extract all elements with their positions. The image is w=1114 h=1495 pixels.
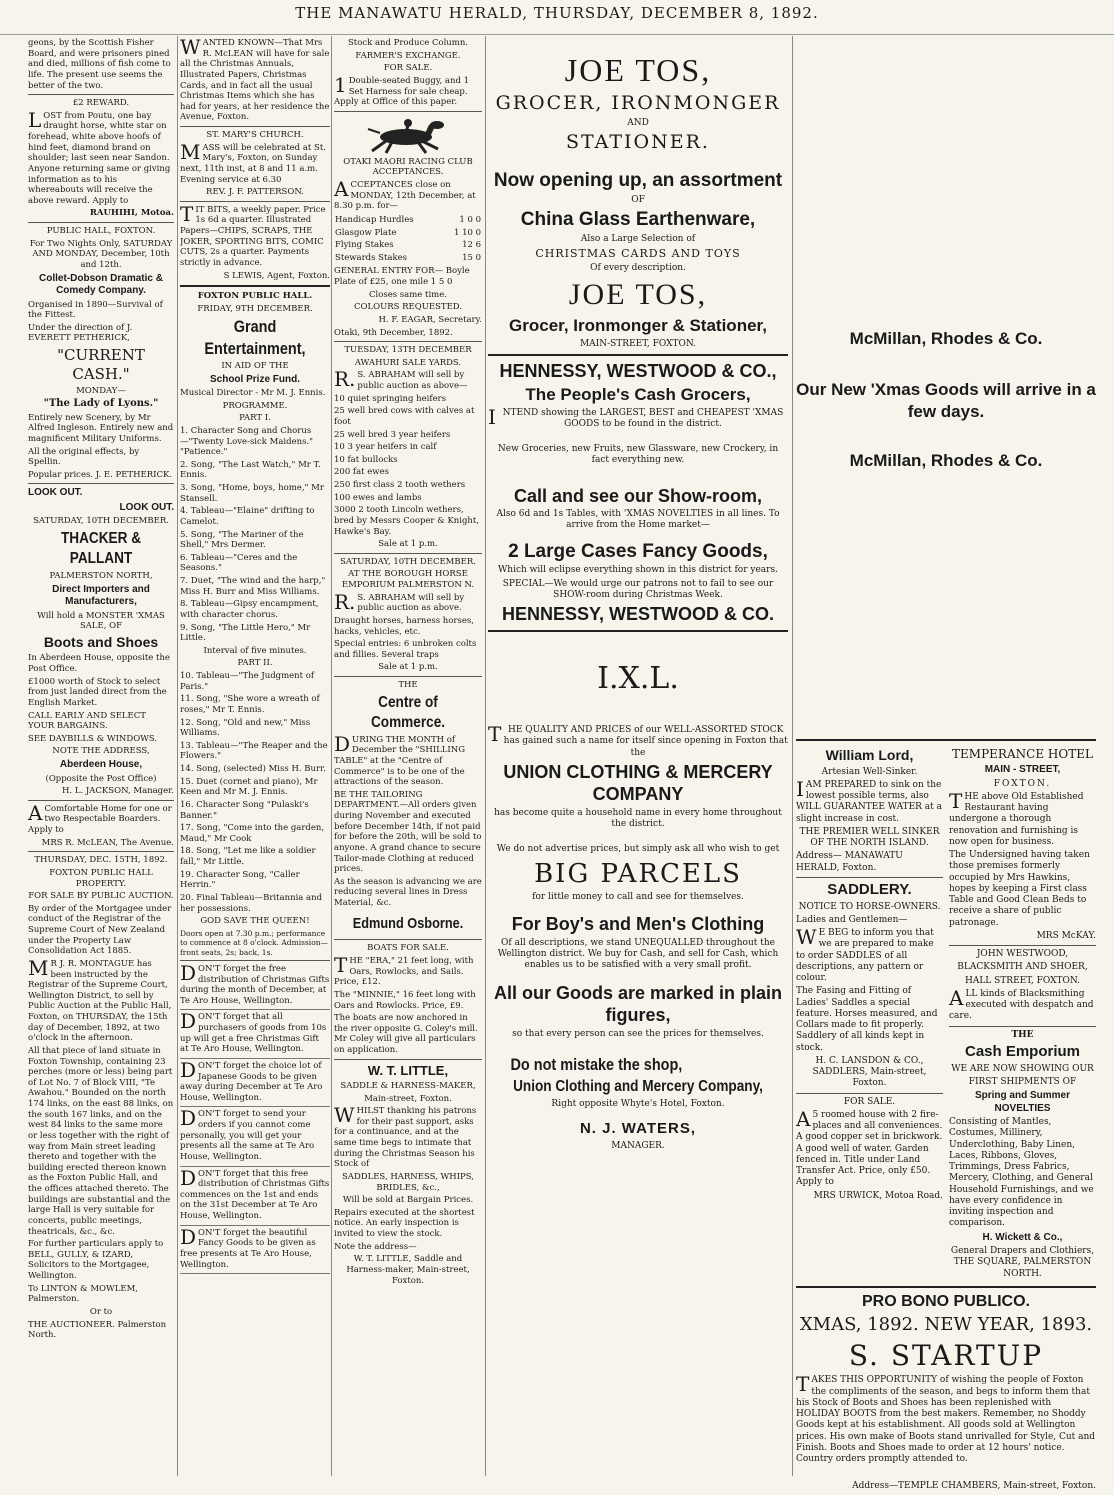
fasing-text: The Fasing and Fitting of Ladies' Saddles a special feature. Horses measured, and Collars made to fit properly. Saddlery of all kinds kept in stock.: [796, 986, 938, 1053]
prepared-text: IAM PREPARED to sink on the lowest possible terms, also WILL GUARANTEE WATER at a slight increase in cost.: [796, 776, 942, 824]
programme-item: 12. Song, "Old and new," Miss Williams.: [180, 717, 311, 739]
masthead: THE MANAWATU HERALD, THURSDAY, DECEMBER 8, 1892.: [0, 0, 1114, 35]
abraham-text-1: R.S. ABRAHAM will sell by public auction as above—: [334, 367, 468, 392]
jackson-sig: H. L. JACKSON, Manager.: [62, 786, 174, 797]
all-kinds-text: ALL kinds of Blacksmithing executed with despatch and care.: [949, 985, 1094, 1022]
particulars-text: For further particulars apply to BELL, GULLY, & IZARD, Solicitors to the Mortgagee, Wellington.: [28, 1239, 164, 1281]
hall-nights: For Two Nights Only, SATURDAY AND MONDAY, December, 10th and 12th.: [29, 238, 173, 270]
premier-text: THE PREMIER WELL SINKER OF THE NORTH ISLAND.: [799, 826, 940, 848]
little-heading: W. T. LITTLE,: [367, 1062, 449, 1078]
column-rule: [331, 36, 332, 1476]
household-text: has become quite a household name in every home throughout the district.: [494, 807, 782, 829]
advertise-text: We do not advertise prices, but simply ask all who wish to get: [496, 844, 780, 855]
race-fee: 15 0: [462, 252, 481, 263]
stock-item: 100 ewes and lambs: [334, 492, 422, 503]
stock-list: [334, 394, 482, 538]
stock-item: 3000 2 tooth Lincoln wethers, bred by Messrs Cooper & Knight, Hawke's Bay.: [334, 505, 480, 537]
column-5: [796, 36, 1096, 1495]
racehorse-icon: [334, 115, 482, 155]
programme-item: 17. Song, "Come into the garden, Maud," Mr Cook: [180, 823, 325, 844]
part-2: PART II.: [237, 658, 273, 669]
ladies-text: Ladies and Gentlemen—: [796, 914, 908, 925]
xmas-sale: Will hold a MONSTER 'XMAS SALE, OF: [37, 610, 165, 632]
grocer-stationer: Grocer, Ironmonger & Stationer,: [509, 316, 767, 336]
see-daybills: SEE DAYBILLS & WINDOWS.: [28, 733, 158, 744]
interval-text: Interval of five minutes.: [203, 645, 307, 656]
patterson-sig: REV. J. F. PATTERSON.: [206, 187, 304, 198]
hall-street: HALL STREET, FOXTON.: [964, 975, 1081, 986]
mclean-sig: MRS R. McLEAN, The Avenue.: [41, 837, 174, 848]
saddlery-heading: SADDLERY.: [827, 880, 912, 898]
hennessy-heading: HENNESSY, WESTWOOD & CO.,: [499, 360, 777, 381]
takes-text: TAKES THIS OPPORTUNITY of wishing the people of Foxton the compliments of the season, and begs to inform them that his Stock of Boots and Shoes has been replenished with HOLIDAY BOOTS from the best makers. Remember, no Shoddy Goods kept at his establishment. All goods sold at Wellington prices. His own make of Boots stand unrivalled for Style, Cut and Finish. Boots and Shoes made to order at 12 hours' notice. Country orders promptly attended to.: [796, 1372, 1096, 1464]
wickett-heading: H. Wickett & Co.,: [982, 1231, 1063, 1243]
programme-item: 2. Song, "The Last Watch," Mr T. Ennis.: [180, 459, 321, 481]
westwood-heading: JOHN WESTWOOD,: [976, 949, 1069, 959]
race-name: Handicap Hurdles: [335, 214, 414, 225]
ixl-heading: I.X.L.: [597, 660, 679, 696]
aberdeen-text: In Aberdeen House, opposite the Post Office.: [28, 653, 170, 674]
mistake-shop: Do not mistake the shop,: [510, 1054, 683, 1074]
race-row: [334, 227, 482, 240]
te-aro-ad: DON'T forget that this free distribution of Christmas Gifts commences on the 1st and ends on the 31st December at Te Aro House, Wellington.: [180, 1169, 330, 1226]
sale-time-2: Sale at 1 p.m.: [378, 662, 438, 673]
stock-column-heading: Stock and Produce Column.: [347, 38, 468, 48]
borough-heading: AT THE BOROUGH HORSE EMPORIUM PALMERSTON N.: [341, 569, 475, 590]
friday-date: FRIDAY, 9TH DECEMBER.: [197, 303, 313, 314]
acceptances-text: ACCEPTANCES close on MONDAY, 12th December, at 8.30 p.m. for—: [334, 177, 476, 212]
auctioneer-text: THE AUCTIONEER. Palmerston North.: [28, 1319, 167, 1341]
column-1: [28, 36, 174, 1343]
race-row: [334, 214, 482, 227]
lewis-sig: S LEWIS, Agent, Foxton.: [223, 270, 330, 281]
farmers-exchange: FARMER'S EXCHANGE.: [355, 50, 461, 61]
boots-and-shoes: Boots and Shoes: [43, 633, 159, 650]
te-aro-ad: DON'T forget the beautiful Fancy Goods to be given as free presents at Te Aro House, Wellington.: [180, 1228, 330, 1275]
reward-signature: RAUHIHI, Motoa.: [89, 208, 174, 219]
order-text: By order of the Mortgagee under conduct of the Registrar of the Supreme Court of New Zealand under the Property Law Consolidation Act 1885.: [28, 903, 172, 957]
programme-item: 4. Tableau—"Elaine" drifting to Camelot.: [180, 506, 315, 527]
land-text: All that piece of land situate in Foxton Township, containing 23 perches (more or less) being part of Lot No. 7 of Block VIII, "Te Awahou." Bounded on the north 174 links, on the east 88 links, on the south 167 links, and on the west 84 links to the same more or less together with the right of way from Main street leading thereto and together with the building erected thereon known as the Foxton Public Hall, and the offices attached thereto. The buildings are substantial and the large Hall is very suitable for concerts, public meetings, theatricals, &c., &c.: [28, 1045, 174, 1237]
large-cases: 2 Large Cases Fancy Goods,: [508, 540, 768, 562]
programme-item: 16. Character Song "Pulaski's Banner.": [180, 799, 309, 821]
organised-text: Organised in 1890—Survival of the Fittest.: [28, 299, 163, 321]
notice-horse-owners: NOTICE TO HORSE-OWNERS.: [798, 901, 941, 912]
race-row: [334, 239, 482, 252]
race-row: [334, 252, 482, 265]
saddle-maker: SADDLE & HARNESS-MAKER,: [340, 1080, 476, 1091]
left-subcolumn: [796, 745, 943, 1282]
programme-item: 15. Duet (cornet and piano), Mr Keen and Mr M. J. Ennis.: [180, 776, 318, 798]
tailoring-text: BE THE TAILORING DEPARTMENT.—All orders given during November and executed before December 14th, if not paid for before the 20th, will be sold to anyone. A grand chance to secure Tailor-made Clothing at reduced prices.: [334, 789, 482, 875]
edmund-osborne: Edmund Osborne.: [352, 914, 464, 932]
programme-item: 5. Song, "The Mariner of the Shell," Mrs Dermer.: [180, 529, 304, 551]
programme-item: 14. Song, (selected) Miss H. Burr.: [180, 764, 326, 774]
te-aro-ad: DON'T forget the free distribution of Christmas Gifts during the month of December, at Te Aro House, Wellington.: [180, 964, 330, 1011]
moored-text: The boats are now anchored in the river opposite G. Coley's mill. Mr Coley will give all particulars on application.: [334, 1013, 478, 1055]
programme-part-2: [180, 671, 330, 914]
te-aro-ad: DON'T forget the choice lot of Japanese Goods to be given away during December at Te Aro House, Wellington.: [180, 1061, 330, 1108]
programme-part-1: [180, 426, 330, 644]
lady-of-lyons: "The Lady of Lyons.": [43, 398, 159, 410]
wanted-known: WANTED KNOWN—That Mrs R. McLEAN will have for sale all the Christmas Annuals, Illustrated Papers, Christmas Cards, and in fact all the usual Christmas Items which she has had for years, at her residence the Avenue, Foxton.: [180, 36, 330, 123]
foxton-label: FOXTON.: [993, 778, 1052, 789]
stock-item: 10 quiet springing heifers: [334, 393, 446, 404]
eagar-sig: H. F. EAGAR, Secretary.: [378, 314, 482, 325]
joe-tos-heading: JOE TOS,: [564, 52, 712, 88]
aberdeen-house: Aberdeen House,: [59, 759, 143, 770]
spring-summer: Spring and Summer NOVELTIES: [974, 1090, 1070, 1114]
every-description: Of every description.: [590, 262, 686, 273]
intend-text: INTEND showing the LARGEST, BEST and CHEAPEST 'XMAS GOODS to be found in the district.: [488, 404, 784, 429]
programme-item: 8. Tableau—Gipsy encampment, with character chorus.: [180, 599, 319, 620]
column-rule: [177, 36, 178, 1476]
repairs-text: Repairs executed at the shortest notice. An early inspection is invited to view the stock.: [334, 1207, 475, 1239]
for-sale-heading-2: FOR SALE.: [843, 1096, 896, 1107]
tuesday-date: TUESDAY, 13TH DECEMBER: [344, 345, 472, 356]
bargain-text: Will be sold at Bargain Prices.: [342, 1195, 474, 1206]
god-save-queen: GOD SAVE THE QUEEN!: [200, 916, 310, 927]
era-text: THE "ERA," 21 feet long, with Oars, Rowlocks, and Sails. Price, £12.: [334, 953, 474, 988]
union-heading: UNION CLOTHING & MERCERY COMPANY: [503, 761, 773, 805]
programme-heading: PROGRAMME.: [222, 400, 288, 411]
address-text: Address— MANAWATU HERALD, Foxton.: [796, 851, 903, 873]
doors-open: Doors open at 7.30 p.m.; performance to commence at 8 o'clock. Admission—front seats, 2s; back, 1s.: [180, 928, 329, 957]
abraham-text-2: R.S. ABRAHAM will sell by public auction as above.: [334, 589, 465, 614]
programme-item: 6. Tableau—"Ceres and the Seasons.": [180, 552, 298, 574]
of-label: OF: [631, 194, 645, 205]
blacksmith-text: BLACKSMITH AND SHOER,: [957, 962, 1088, 973]
stock-item: 25 well bred 3 year heifers: [334, 429, 451, 440]
the-label-2: THE: [1011, 1029, 1034, 1040]
effects-text: All the original effects, by Spellin.: [28, 446, 140, 468]
st-marys-text: MASS will be celebrated at St. Mary's, Foxton, on Sunday next, 11th inst, at 8 and 11 a.m. Evening service at 6.30: [180, 139, 326, 185]
column-3: [334, 36, 482, 1288]
te-aro-ad: DON'T forget to send your orders if you cannot come personally, you will get your presents all the same at Te Aro House, Wellington.: [180, 1109, 330, 1166]
direct-importers: Direct Importers and Manufacturers,: [52, 583, 150, 608]
beg-text: WE BEG to inform you that we are prepared to make to order SADDLES of all descriptions, any pattern or colour.: [796, 925, 934, 983]
waters-heading: N. J. WATERS,: [579, 1120, 697, 1138]
column-rule: [485, 36, 486, 1476]
during-text: DURING THE MONTH of December the "SHILLING TABLE" at the "Centre of Commerce" is to be one of the attractions of the season.: [334, 731, 465, 788]
school-prize-fund: School Prize Fund.: [209, 373, 300, 385]
mcmillan-heading-2: McMillan, Rhodes & Co.: [849, 450, 1043, 470]
xmas-new-year: XMAS, 1892. NEW YEAR, 1893.: [799, 1313, 1093, 1335]
column-4: [488, 36, 788, 1154]
special-text: SPECIAL—We would urge our patrons not to fail to see our SHOW-room during Christmas Week.: [502, 578, 774, 600]
property-heading: FOXTON PUBLIC HALL PROPERTY.: [49, 867, 153, 889]
hennessy-heading-2: HENNESSY, WESTWOOD & CO.: [501, 604, 775, 624]
boats-heading: BOATS FOR SALE.: [367, 943, 449, 954]
draught-horses: Draught horses, harness horses, hacks, vehicles, etc.: [334, 615, 474, 637]
undersigned-text: The Undersigned having taken those premises formerly occupied by Mrs Hawkins, hopes by keeping a First class Table and Good Clean Beds to receive a share of public patronage.: [949, 850, 1090, 928]
special-entries: Special entries: 6 unbroken colts and fillies. Several traps: [334, 639, 477, 660]
part-1: PART I.: [239, 413, 271, 424]
quality-text: THE QUALITY AND PRICES of our WELL-ASSORTED STOCK has gained such a name for itself since opening in Foxton that the: [488, 722, 788, 758]
lookout-2: LOOK OUT.: [119, 501, 174, 513]
race-fee: 1 0 0: [459, 214, 481, 225]
plain-figures: All our Goods are marked in plain figures,: [493, 982, 783, 1025]
programme-item: 18. Song, "Let me like a soldier fall," Mr Little.: [180, 846, 316, 867]
whilst-text: WHILST thanking his patrons for their past support, asks for a continuance, and at the same time begs to intimate that during the Christmas Season his Stock of: [334, 1103, 477, 1170]
current-cash: "CURRENT CASH.": [57, 346, 145, 383]
mcmillan-heading: McMillan, Rhodes & Co.: [849, 329, 1043, 348]
peoples-cash-grocers: The People's Cash Grocers,: [525, 385, 751, 405]
mckay-sig: MRS McKAY.: [1036, 930, 1096, 941]
titbits-text: TIT BITS, a weekly paper. Price 1s 6d a quarter. Illustrated Papers—CHIPS, SCRAPS, THE JOKER, SPORTING BITS, COMIC CUTS, 2s a quarter. Payments strictly in advance.: [180, 201, 326, 268]
otaki-date: Otaki, 9th December, 1892.: [334, 327, 453, 338]
startup-heading: S. STARTUP: [848, 1339, 1044, 1373]
lookout-1: LOOK OUT.: [28, 487, 83, 499]
closes-same-time: Closes same time.: [369, 289, 447, 300]
manager-label: MANAGER.: [611, 1141, 665, 1151]
programme-item: 13. Tableau—"The Reaper and the Flowers.": [180, 740, 328, 762]
old-established: THE above Old Established Restaurant having undergone a thorough renovation and furnishing is now open for business.: [949, 788, 1084, 847]
william-lord: William Lord,: [825, 747, 914, 763]
programme-item: 3. Song, "Home, boys, home," Mr Stansell.: [180, 483, 324, 504]
stock-item: 250 first class 2 tooth wethers: [334, 480, 466, 490]
little-sig: W. T. LITTLE, Saddle and Harness-maker, Main-street, Foxton.: [346, 1254, 470, 1286]
for-sale-heading: FOR SALE.: [383, 63, 433, 74]
minnie-text: The "MINNIE," 16 feet long with Oars and Rowlocks. Price, £9.: [334, 989, 476, 1011]
grocer-ironmonger: GROCER, IRONMONGER: [495, 92, 781, 114]
awahuri-heading: AWAHURI SALE YARDS.: [354, 357, 462, 368]
call-early: CALL EARLY AND SELECT YOUR BARGAINS.: [28, 710, 146, 732]
new-groceries: New Groceries, new Fruits, new Glassware, new Crockery, in fact everything new.: [497, 444, 779, 466]
stock-item: 10 3 year heifers in calf: [334, 442, 437, 453]
lansdon-sig: H. C. LANSDON & CO., SADDLERS, Main-street, Foxton.: [812, 1055, 927, 1089]
now-showing: WE ARE NOW SHOWING OUR: [951, 1063, 1094, 1074]
montague-text: MR J. R. MONTAGUE has been instructed by the Registrar of the Supreme Court, Wellington District, to sell by Public Auction at the Public Hall, Foxton, on THURSDAY, the 15th day of December, 1892, at two o'clock in the afternoon.: [28, 955, 172, 1044]
scenery-text: Entirely new Scenery, by Mr Alfred Ingleson. Entirely new and magnificent Military Uniforms.: [28, 412, 174, 444]
race-fee: 12 6: [462, 240, 481, 251]
race-name: Glasgow Plate: [335, 227, 397, 238]
colours-requested: COLOURS REQUESTED.: [353, 302, 463, 313]
pro-bono-publico: PRO BONO PUBLICO.: [861, 1292, 1030, 1310]
hall-heading: PUBLIC HALL, FOXTON.: [46, 226, 156, 236]
main-street-heading: MAIN - STREET,: [984, 764, 1061, 775]
joe-tos-heading-2: JOE TOS,: [568, 277, 708, 311]
consisting-text: Consisting of Mantles, Costumes, Millinery, Underclothing, Baby Linen, Laces, Ribbons, Gloves, Trimmings, Dress Fabrics, Mercery, Clothing, and General Household Furnishings, and we have every confidence in inviting inspection and comparison.: [949, 1117, 1094, 1229]
big-parcels: BIG PARCELS: [534, 858, 742, 889]
reward-heading: £2 REWARD.: [72, 98, 130, 109]
xmas-goods: Our New 'Xmas Goods will arrive in a few days.: [796, 380, 1096, 421]
boys-mens-clothing: For Boy's and Men's Clothing: [511, 914, 765, 935]
temperance-hotel: TEMPERANCE HOTEL: [952, 747, 1093, 761]
programme-item: 11. Song, "She wore a wreath of roses," Mr T. Ennis.: [180, 694, 320, 715]
for-sale-auction: FOR SALE BY PUBLIC AUCTION.: [28, 891, 174, 902]
little-money: for little money to call and see for themselves.: [532, 892, 744, 902]
centre-of-commerce: Centre of Commerce.: [370, 693, 446, 731]
season-text: As the season is advancing we are reducing several lines in Dress Material, &c.: [334, 876, 482, 908]
opening-text: Now opening up, an assortment: [493, 169, 783, 191]
programme-item: 20. Final Tableau—Britannia and her possessions.: [180, 892, 323, 914]
te-aro-ads: [180, 960, 330, 1274]
column-rule: [792, 36, 793, 1476]
intro-text: geons, by the Scottish Fisher Board, and were prisoners pined and died, millions of fish come to life. The present use seems the better of the two.: [28, 38, 171, 91]
linton-text: To LINTON & MOWLEM, Palmerston.: [28, 1283, 138, 1305]
reward-body: LOST from Poutu, one bay draught horse, white star on forehead, white above hoofs of hind feet, diamond brand on shoulder; last seen near Sandon. Anyone returning same or giving information as to his whereabouts will receive the above reward. Apply to: [28, 107, 171, 206]
saturday-date-2: SATURDAY, 10TH DECEMBER.: [340, 556, 476, 567]
stationer-heading: STATIONER.: [566, 131, 710, 153]
stock-item: 10 fat bullocks: [334, 454, 398, 465]
prices-text: Popular prices. J. E. PETHERICK.: [28, 469, 173, 480]
also-text: Also a Large Selection of: [580, 233, 696, 244]
programme-item: 19. Character Song, "Caller Herrin.": [180, 869, 300, 891]
race-name: Flying Stakes: [335, 240, 394, 251]
race-fee: 1 10 0: [453, 227, 481, 238]
main-street: Main-street, Foxton.: [364, 1093, 452, 1104]
roomed-text: A5 roomed house with 2 fire-places and all conveniences. A good copper set in brickwork. A good well of water. Garden fenced in. Title under Land Transfer Act. Price, only £50. Apply to: [796, 1106, 943, 1188]
programme-item: 9. Song, "The Little Hero," Mr Little.: [180, 622, 311, 644]
sale-time-1: Sale at 1 p.m.: [378, 539, 438, 550]
or-to: Or to: [89, 1306, 113, 1317]
direction-text: Under the direction of J. EVERETT PETHERICK,: [28, 322, 133, 344]
programme-item: 7. Duet, "The wind and the harp," Miss H. Burr and Miss Williams.: [180, 576, 326, 597]
thursday-date: THURSDAY, DEC. 15TH, 1892.: [34, 855, 168, 866]
stock-text: £1000 worth of Stock to select from just landed direct from the English Market.: [28, 676, 167, 708]
palmerston-north: PALMERSTON NORTH,: [49, 571, 153, 581]
note-address: NOTE THE ADDRESS,: [52, 746, 150, 757]
stock-item: 25 well bred cows with calves at foot: [334, 406, 475, 427]
stock-item: 200 fat ewes: [334, 467, 389, 478]
monday-label: MONDAY—: [76, 385, 126, 396]
china-glass: China Glass Earthenware,: [520, 208, 756, 230]
programme-item: 10. Tableau—"The Judgment of Paris.": [180, 671, 315, 692]
saturday-date: SATURDAY, 10TH DECEMBER.: [33, 516, 169, 527]
st-marys-heading: ST. MARY'S CHURCH.: [206, 130, 304, 140]
and-label: AND: [627, 117, 649, 128]
descr-text: Of all descriptions, we stand UNEQUALLED throughout the Wellington district. We buy for Cash, and sell for Cash, which enables us to be satisfied with a very small profit.: [497, 937, 779, 971]
te-aro-ad: DON'T forget that all purchasers of goods from 10s up will get a free Christmas Gift at Te Aro House, Wellington.: [180, 1012, 330, 1059]
the-label: THE: [398, 680, 418, 690]
buggy-text: 1Double-seated Buggy, and 1 Set Harness for sale cheap. Apply at Office of this paper.: [334, 72, 470, 108]
drapers-text: General Drapers and Clothiers, THE SQUARE, PALMERSTON NORTH.: [950, 1246, 1095, 1279]
call-showroom: Call and see our Show-room,: [513, 485, 763, 506]
right-subcolumn: [949, 745, 1096, 1282]
urwick-sig: MRS URWICK, Motoa Road.: [813, 1190, 943, 1201]
hall-heading-2: FOXTON PUBLIC HALL.: [197, 291, 313, 302]
first-shipments: FIRST SHIPMENTS OF: [968, 1076, 1077, 1087]
home-text: AComfortable Home for one or two Respectable Boarders. Apply to: [28, 800, 172, 835]
grand-entertainment: Grand Entertainment,: [204, 317, 306, 358]
union-company: Union Clothing and Mercery Company,: [513, 1078, 763, 1095]
opposite-post: (Opposite the Post Office): [45, 773, 157, 784]
company-name: Collet-Dobson Dramatic & Comedy Company.: [39, 272, 163, 296]
opposite-whytes: Right opposite Whyte's Hotel, Foxton.: [551, 1099, 725, 1109]
programme-item: 1. Character Song and Chorus—"Twenty Love-sick Maidens." "Patience.": [180, 425, 314, 458]
temple-address: Address—TEMPLE CHAMBERS, Main-street, Foxton.: [852, 1481, 1096, 1492]
main-street-foxton: MAIN-STREET, FOXTON.: [579, 338, 697, 349]
saddles-list: SADDLES, HARNESS, WHIPS, BRIDLES, &c.,: [341, 1171, 474, 1193]
race-table: [334, 214, 482, 265]
general-entry: GENERAL ENTRY FOR— Boyle Plate of £25, one mile 1 5 0: [334, 266, 470, 287]
cash-emporium: Cash Emporium: [964, 1042, 1081, 1060]
thacker-pallant: THACKER & PALLANT: [60, 530, 142, 567]
see-prices: so that every person can see the prices for themselves.: [512, 1028, 764, 1039]
otaki-heading: OTAKI MAORI RACING CLUB ACCEPTANCES.: [343, 156, 473, 178]
eclipse-text: Which will eclipse everything shown in this district for years.: [498, 565, 778, 576]
column-2: [180, 36, 330, 1276]
race-name: Stewards Stakes: [335, 252, 408, 263]
tables-text: Also 6d and 1s Tables, with 'XMAS NOVELTIES in all lines. To arrive from the Home market—: [496, 509, 780, 531]
note-address-2: Note the address—: [334, 1241, 417, 1252]
musical-director: Musical Director - Mr M. J. Ennis.: [180, 388, 326, 398]
artesian-text: Artesian Well-Sinker.: [821, 766, 918, 777]
in-aid-of: IN AID OF THE: [221, 360, 289, 371]
christmas-cards: CHRISTMAS CARDS AND TOYS: [535, 246, 741, 260]
